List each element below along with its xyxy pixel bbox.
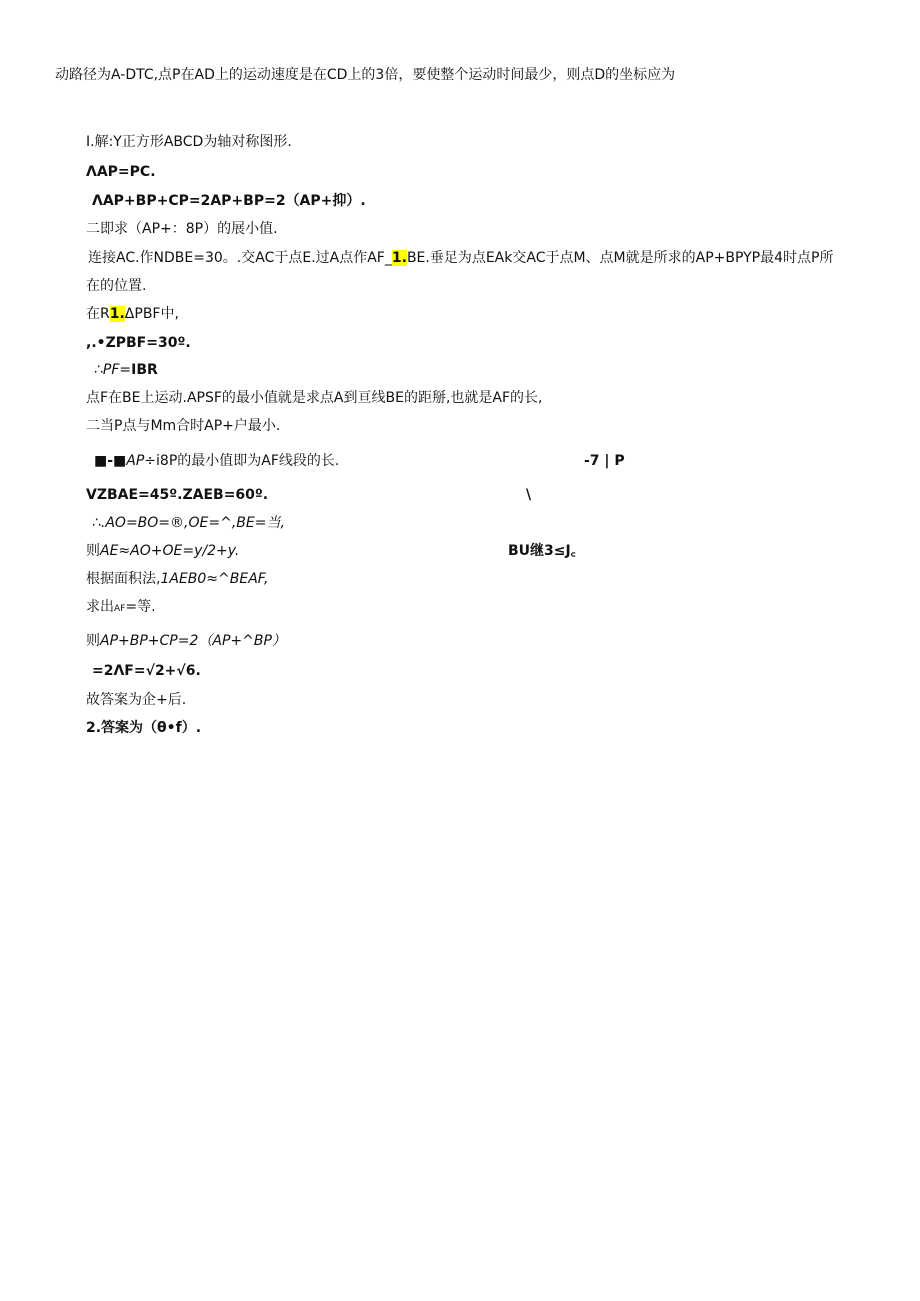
solution-step-9: 点F在BE上运动.APSF的最小值就是求点A到亘线BE的距掰,也就是AF的长,	[86, 390, 543, 406]
step-16-subscript: AF	[114, 604, 126, 614]
step-5-text-before: 连接AC.作NDBE=30。.交AC于点E.过A点作AF_	[88, 250, 392, 266]
solution-step-1: I.解:Y正方形ABCD为轴对称图形.	[86, 134, 292, 150]
solution-step-3: ΛAP+BP+CP=2AP+BP=2（AP+抑）.	[92, 193, 366, 209]
problem-continuation: 动路径为A-DTC,点P在AD上的运动速度是在CD上的3倍，要使整个运动时间最少，则点D的坐标应为	[55, 67, 676, 83]
step-16-prefix: 求出	[86, 599, 114, 615]
solution-step-18: =2ΛF=√2+√6.	[92, 663, 201, 679]
solution-step-15	[86, 570, 268, 588]
solution-step-19: 故答案为企+后.	[86, 692, 187, 708]
step-14-prefix: 则	[86, 543, 100, 559]
step-15-prefix: 根据面积法,	[86, 571, 161, 587]
solution-step-5-cont: 在的位置.	[86, 278, 147, 294]
margin-note-1: -7 | P	[584, 453, 625, 469]
step-11-text: i8P的最小值即为AF线段的长.	[156, 453, 340, 469]
step-6-text-before: 在R	[86, 306, 110, 322]
solution-step-5	[88, 249, 833, 267]
solution-step-11	[94, 452, 339, 470]
solution-step-16	[86, 598, 156, 618]
step-8-bold: IBR	[131, 362, 158, 378]
solution-step-7: ,.•ZPBF=30º.	[86, 335, 191, 351]
margin-note-3: BU继3≤J꜀	[508, 543, 576, 559]
solution-step-8	[94, 361, 158, 379]
solution-step-2: ΛAP=PC.	[86, 164, 156, 180]
solution-step-10: 二当P点与Mm合时AP+户最小.	[86, 418, 281, 434]
step-11-marks: ■-■	[94, 453, 127, 469]
answer-2: 2.答案为（θ•f）.	[86, 720, 202, 736]
highlight-mark: 1.	[109, 306, 125, 322]
step-5-text-after: BE.垂足为点EAk交AC于点M、点M就是所求的AP+BPYP最4时点P所	[406, 250, 834, 266]
step-11-italic: AP÷	[126, 453, 157, 469]
highlight-mark: 1.	[391, 250, 407, 266]
solution-step-17	[86, 632, 286, 650]
solution-step-4: 二即求（AP+：8P）的展小值.	[86, 221, 278, 237]
step-17-prefix: 则	[86, 633, 100, 649]
step-17-formula: AP+BP+CP=2（AP+^BP）	[100, 633, 286, 649]
step-14-formula: AE≈AO+OE=y/2+y.	[100, 543, 240, 559]
step-16-result: =等.	[125, 599, 156, 615]
step-15-formula: 1AEB0≈^BEAF,	[160, 571, 269, 587]
margin-note-2: \	[526, 487, 532, 503]
step-8-italic: ∴PF=	[94, 362, 132, 378]
solution-step-13: ∴.AO=BO=®,OE=^,BE=当,	[92, 515, 285, 531]
solution-step-12: VZBAE=45º.ZAEB=60º.	[86, 487, 269, 503]
solution-step-14	[86, 542, 239, 560]
step-6-text-after: ΔPBF中,	[124, 306, 179, 322]
solution-step-6	[86, 305, 179, 323]
